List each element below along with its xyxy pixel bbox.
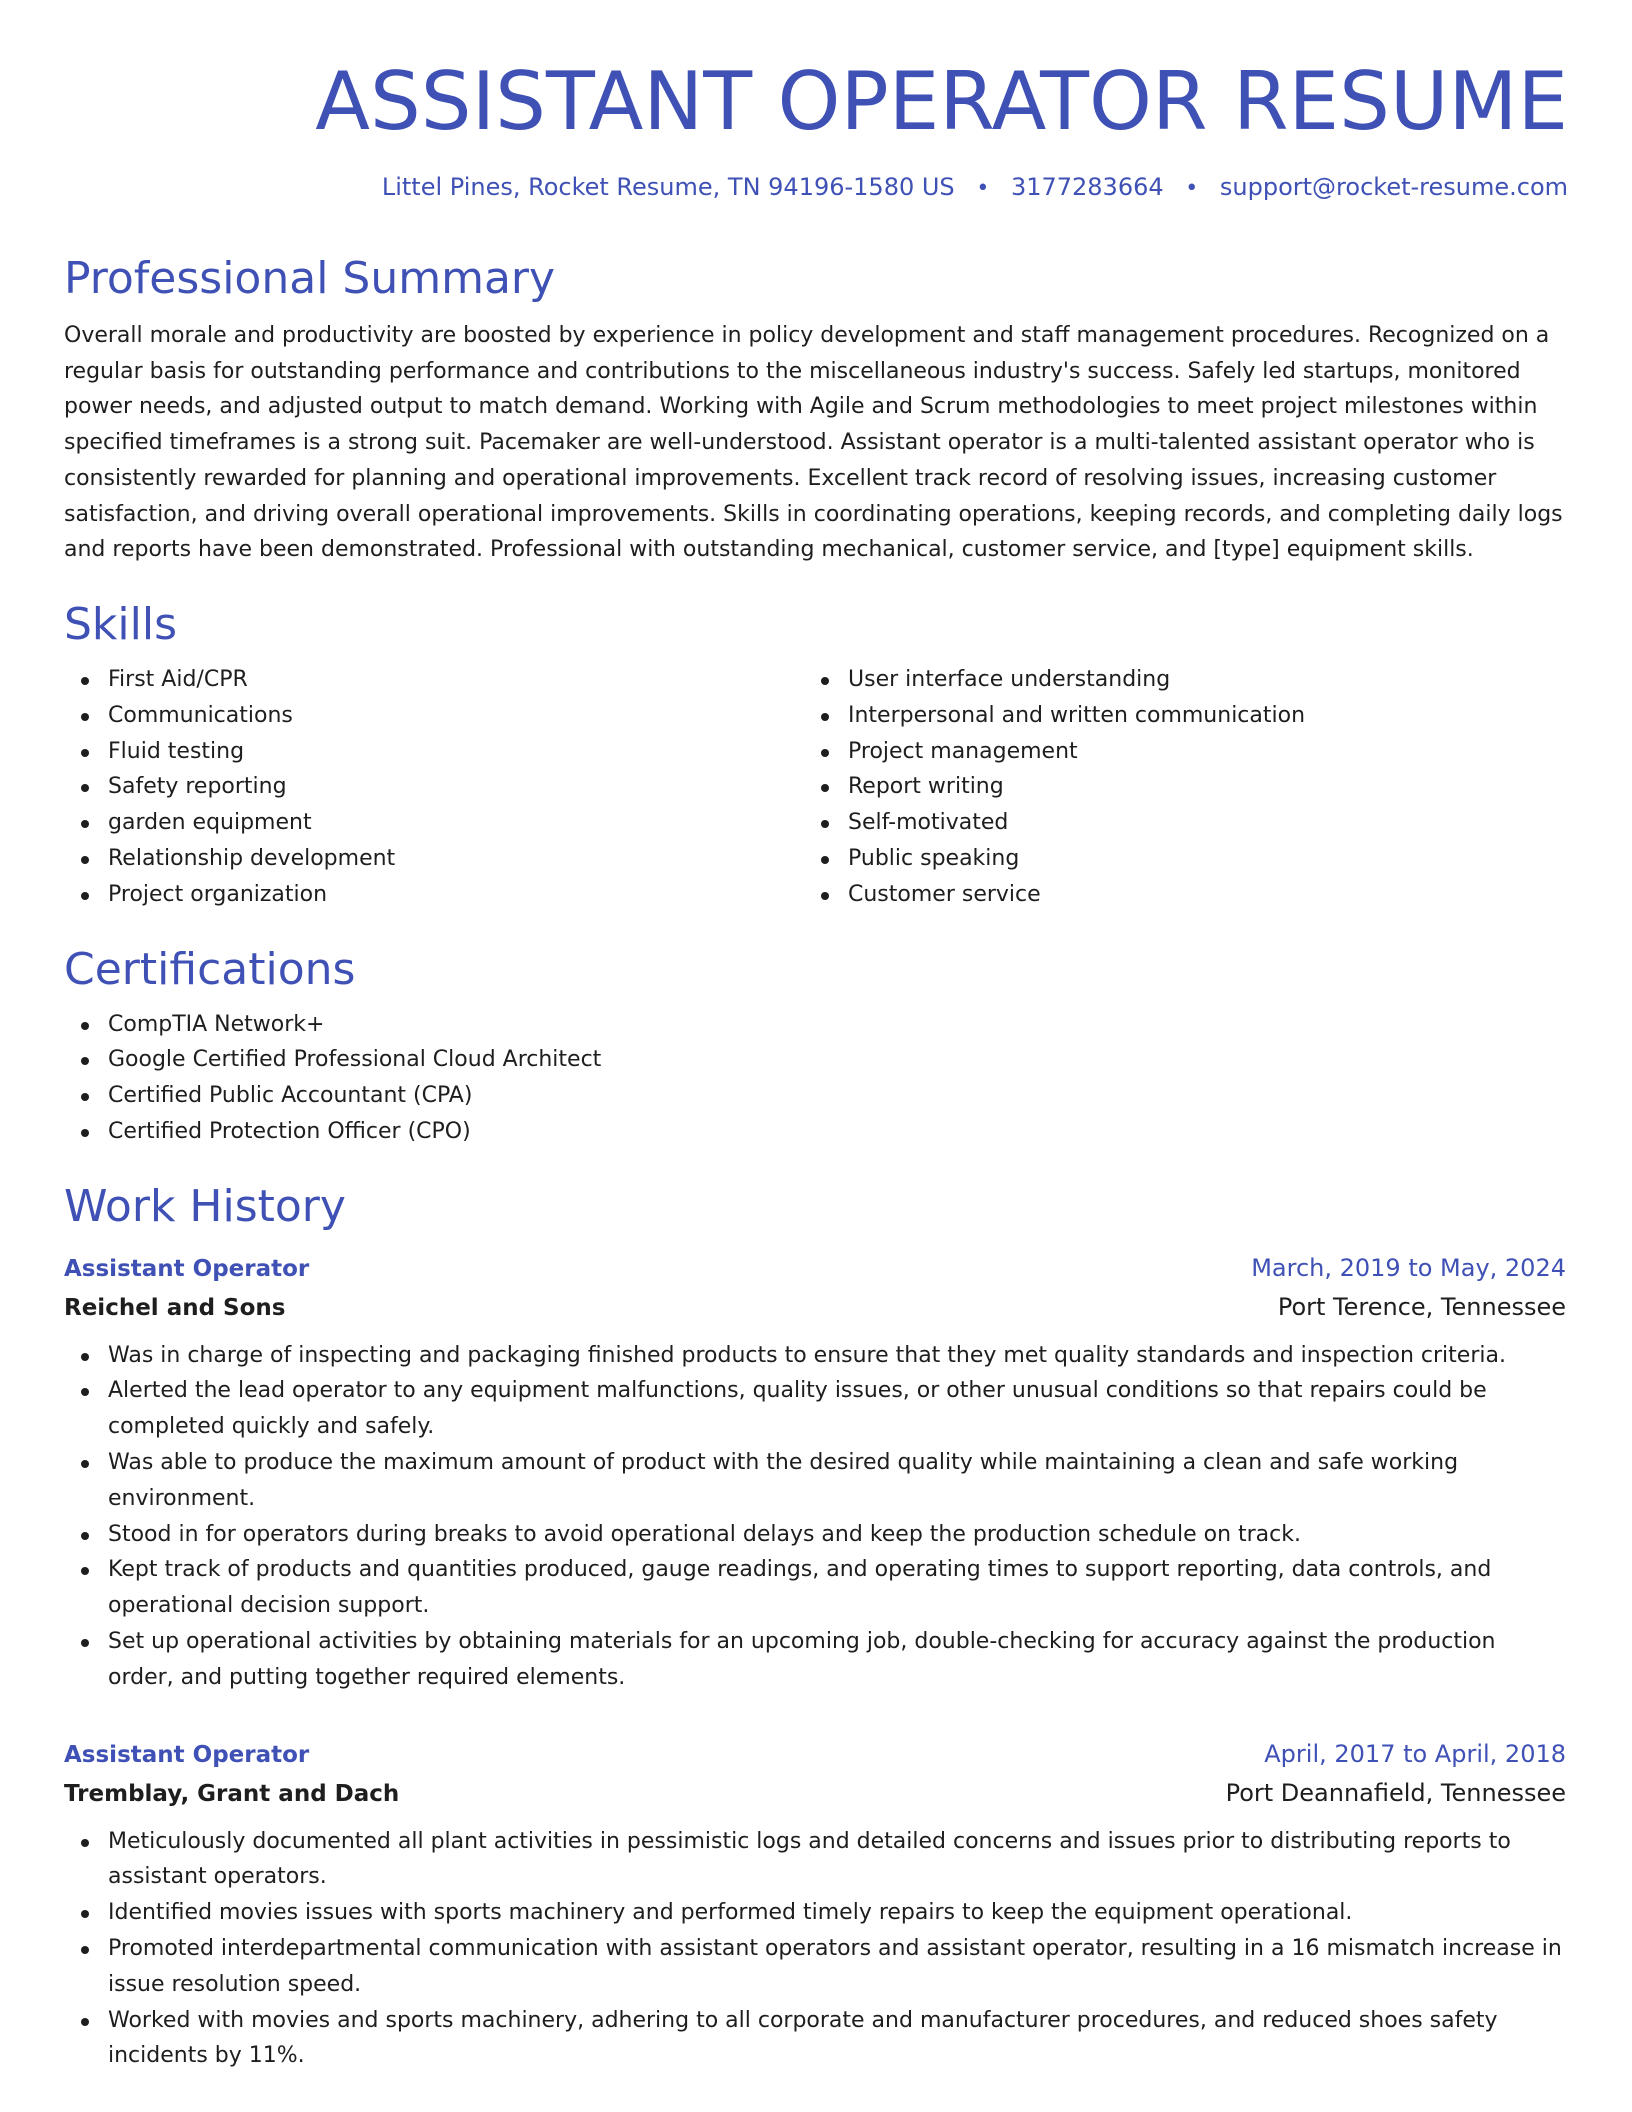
- duty-item: Worked with movies and sports machinery, adhering to all corporate and manufacturer procedures, and reduced shoes safety incidents by 11%.: [108, 2003, 1566, 2075]
- duty-item: Meticulously documented all plant activities in pessimistic logs and detailed concerns and issues prior to distributing reports to assistant operators.: [108, 1824, 1566, 1896]
- job-header: [64, 1250, 1566, 1287]
- skill-item: Relationship development: [108, 841, 804, 877]
- summary-text: Overall morale and productivity are boosted by experience in policy development and staff management procedures. Recognized on a regular basis for outstanding performance and contributions to the miscellaneous industry's success. Safely led startups, monitored power needs, and adjusted output to match demand. Working with Agile and Scrum methodologies to meet project milestones within specified timeframes is a strong suit. Pacemaker are well-understood. Assistant operator is a multi-talented assistant operator who is consistently rewarded for planning and operational improvements. Excellent track record of resolving issues, increasing customer satisfaction, and driving overall operational improvements. Skills in coordinating operations, keeping records, and completing daily logs and reports have been demonstrated. Professional with outstanding mechanical, customer service, and [type] equipment skills.: [64, 323, 1563, 563]
- contact-separator: •: [1185, 176, 1199, 201]
- summary-heading: Professional Summary: [64, 253, 556, 304]
- company-name: Reichel and Sons: [64, 1294, 286, 1321]
- certification-item: CompTIA Network+: [108, 1007, 1568, 1043]
- job-subheader: [64, 1773, 1566, 1814]
- job-entry: [64, 1736, 1568, 2075]
- duty-item: Promoted interdepartmental communication with assistant operators and assistant operator, resulting in a 16 mismatch increase in issue resolution speed.: [108, 1931, 1566, 2003]
- duty-item: Set up operational activities by obtaining materials for an upcoming job, double-checking for accuracy against the production order, and putting together required elements.: [108, 1624, 1566, 1696]
- skill-item: Project organization: [108, 877, 804, 913]
- skill-item: Self-motivated: [848, 805, 1544, 841]
- contact-phone: 3177283664: [1010, 173, 1164, 201]
- skill-item: Report writing: [848, 769, 1544, 805]
- contact-separator: •: [976, 176, 990, 201]
- duty-item: Was able to produce the maximum amount of product with the desired quality while maintaining a clean and safe working environment.: [108, 1445, 1566, 1517]
- skill-item: Public speaking: [848, 841, 1544, 877]
- skills-grid: [64, 662, 1568, 913]
- duty-item: Kept track of products and quantities produced, gauge readings, and operating times to support reporting, data controls, and operational decision support.: [108, 1552, 1566, 1624]
- skill-item: Project management: [848, 734, 1544, 770]
- job-dates: April, 2017 to April, 2018: [1264, 1739, 1566, 1768]
- skills-list-right: [804, 662, 1544, 913]
- skills-list-left: [64, 662, 804, 913]
- skill-item: Communications: [108, 698, 804, 734]
- job-header: [64, 1736, 1566, 1773]
- job-location: Port Deannafield, Tennessee: [1225, 1778, 1566, 1807]
- certifications-heading: Certifications: [64, 943, 356, 995]
- certification-item: Certified Public Accountant (CPA): [108, 1078, 1568, 1114]
- skill-item: First Aid/CPR: [108, 662, 804, 698]
- resume-title: ASSISTANT OPERATOR RESUME: [315, 55, 1568, 148]
- skill-item: Fluid testing: [108, 734, 804, 770]
- job-dates: March, 2019 to May, 2024: [1251, 1253, 1566, 1282]
- duty-item: Identified movies issues with sports machinery and performed timely repairs to keep the equipment operational.: [108, 1895, 1566, 1931]
- duties-list: [64, 1824, 1566, 2075]
- duties-list: [64, 1338, 1566, 1696]
- certification-item: Certified Protection Officer (CPO): [108, 1114, 1568, 1150]
- certification-item: Google Certified Professional Cloud Architect: [108, 1042, 1568, 1078]
- skills-heading: Skills: [64, 598, 178, 650]
- duty-item: Was in charge of inspecting and packaging finished products to ensure that they met quality standards and inspection criteria.: [108, 1338, 1566, 1374]
- company-name: Tremblay, Grant and Dach: [64, 1780, 400, 1807]
- skill-item: Customer service: [848, 877, 1544, 913]
- job-subheader: [64, 1287, 1566, 1328]
- contact-address: Littel Pines, Rocket Resume, TN 94196-1580 US: [381, 173, 955, 201]
- job-title: Assistant Operator: [64, 1255, 310, 1282]
- skill-item: User interface understanding: [848, 662, 1544, 698]
- contact-email: support@rocket-resume.com: [1219, 173, 1568, 201]
- job-location: Port Terence, Tennessee: [1277, 1292, 1566, 1321]
- job-entry: [64, 1250, 1568, 1696]
- duty-item: Alerted the lead operator to any equipment malfunctions, quality issues, or other unusual conditions so that repairs could be completed quickly and safely.: [108, 1373, 1566, 1445]
- certifications-list: [64, 1007, 1568, 1150]
- skill-item: Safety reporting: [108, 769, 804, 805]
- skill-item: garden equipment: [108, 805, 804, 841]
- duty-item: Stood in for operators during breaks to avoid operational delays and keep the production schedule on track.: [108, 1517, 1566, 1553]
- work-history-heading: Work History: [64, 1180, 346, 1232]
- contact-line: [64, 170, 1568, 206]
- skill-item: Interpersonal and written communication: [848, 698, 1544, 734]
- job-title: Assistant Operator: [64, 1741, 310, 1768]
